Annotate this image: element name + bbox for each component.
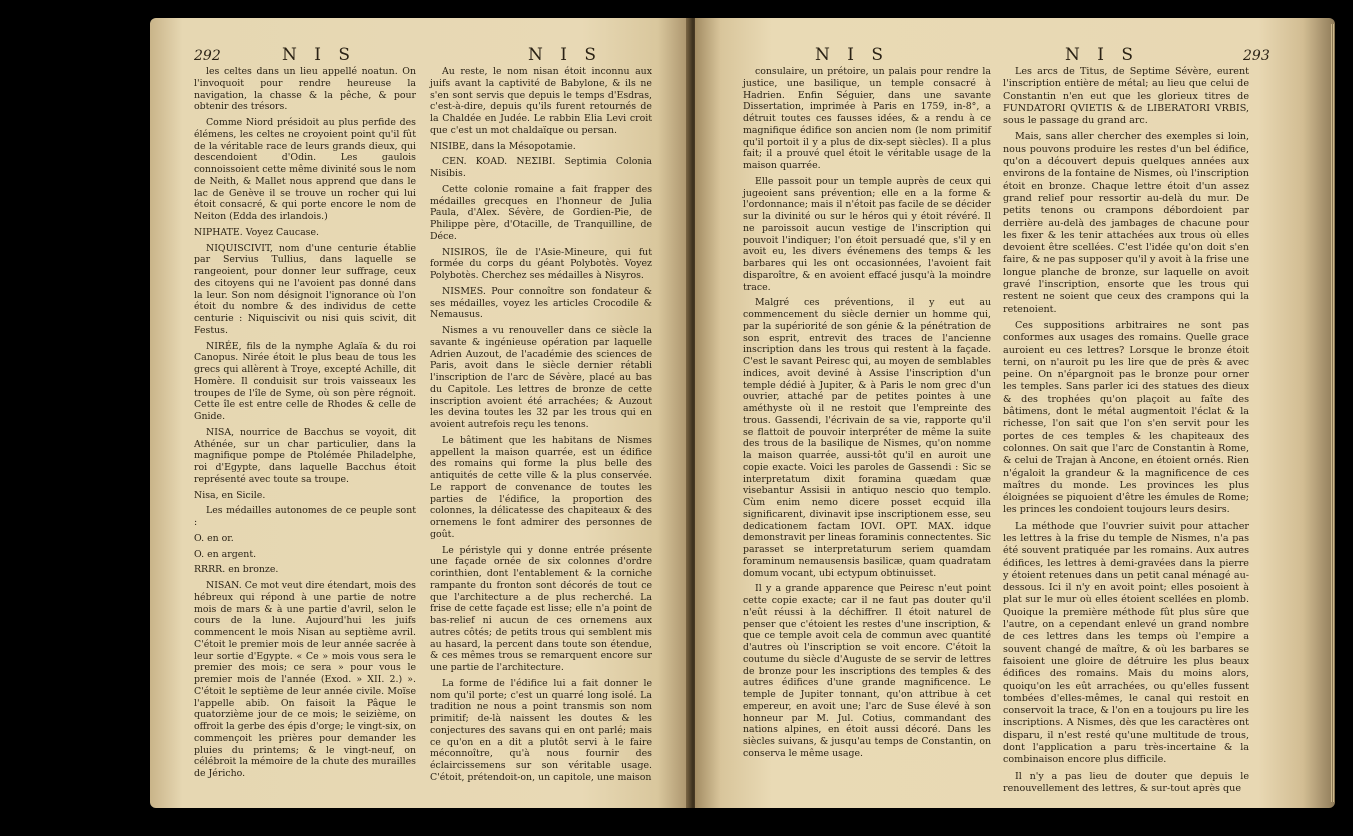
paragraph: O. en or. (194, 532, 234, 544)
paragraph: Ces suppositions arbitraires ne sont pas conformes aux usages des romains. Quelle grace auroient eu ces lettres? Lorsque le bronze étoit terni, on n'auroit pu les lire que de près & avec peine. On n'épargnoit pas le bronze pour orner les temples. Sans parler ici des statues des dieux & des trophées qu'on plaçoit au faîte des bâtimens, dont le métal augmentoit l'éclat & la richesse, l'on sait que l'on s'en servit pour les portes de ces temples & les chapiteaux des colonnes. On sait que l'arc de Constantin à Rome, & celui de Trajan à Ancone, en étoient ornés. Rien n'égaloit la grandeur & la magnificence de ces maîtres du monde. Les provinces les plus éloignées se piquoient d'être les émules de Rome; les princes les condoient toujours leurs desirs. (1003, 319, 1249, 516)
left-column-2 (430, 66, 652, 788)
paragraph: O. en argent. (194, 548, 257, 560)
paragraph: Le péristyle qui y donne entrée présente une façade ornée de six colonnes d'ordre corinthien, dont l'entablement & la corniche rampante du fronton sont décorés de tout ce que l'architecture a de plus recherché. La frise de cette façade est lisse; elle n'a point de bas-relief ni aucun de ces ornemens aux autres côtés; de petits trous qui semblent mis au hasard, la percent dans toute son étendue, & ces mêmes trous se remarquent encore sur une partie de l'architecture. (430, 544, 652, 673)
paragraph: Le bâtiment que les habitans de Nismes appellent la maison quarrée, est un édifice des romains qui forme la plus belle des antiquités de cette ville & la plus conservée. Le rapport de convenance de toutes les parties de l'édifice, la proportion des colonnes, la délicatesse des chapiteaux & des ornemens le font admirer des personnes de goût. (430, 434, 652, 540)
paragraph: NISAN. Ce mot veut dire étendart, mois des hébreux qui répond à une partie de notre mois de mars & à une partie d'avril, selon le cours de la lune. Aujourd'hui les juifs commencent le mois Nisan au septième avril. C'étoit le premier mois de leur année sacrée à leur sortie d'Egypte. « Ce » mois vous sera le premier des mois; ce sera » pour vous le premier mois de l'année (Exod. » XII. 2.) ». C'étoit le septième de leur année civile. Moïse l'appelle abib. On faisoit la Pâque le quatorzième jour de ce mois; le seizième, on offroit la gerbe des épis d'orge; le vingt-six, on commençoit les prières pour demander les pluies du printems; & le vingt-neuf, on célébroit la mémoire de la chute des murailles de Jéricho. (194, 580, 416, 779)
left-page (150, 18, 690, 808)
running-head-right-col1: N I S (815, 45, 890, 65)
paragraph: Au reste, le nom nisan étoit inconnu aux juifs avant la captivité de Babylone, & ils ne s'en sont servis que depuis le temps d'Esdras, c'est-à-dire, depuis qu'ils furent retournés de la Chaldée en Judée. Le rabbin Elia Levi croit que c'est un mot chaldaïque ou persan. (430, 66, 652, 136)
page-number-left: 292 (194, 48, 221, 64)
paragraph: consulaire, un prétoire, un palais pour rendre la justice, une basilique, un temple consacré à Hadrien. Enfin Séguier, dans une savante Dissertation, imprimée à Paris en 1759, in-8°, a détruit toutes ces fausses idées, & a rendu à ce magnifique édifice son ancien nom (le nom primitif qu'il portoit il y a plus de dix-sept siècles). Il a plus fait; il a prouvé quel étoit le véritable usage de la maison quarrée. (743, 66, 991, 171)
paragraph: Cette colonie romaine a fait frapper des médailles grecques en l'honneur de Julia Paula, d'Alex. Sévère, de Gordien-Pie, de Philippe père, d'Otacille, de Tranquilline, de Déce. (430, 183, 652, 242)
paragraph: NISMES. Pour connoître son fondateur & ses médailles, voyez les articles Crocodile & Nemausus. (430, 285, 652, 321)
running-head-left-col2: N I S (528, 45, 603, 65)
paragraph: NISIROS, île de l'Asie-Mineure, qui fut formée du corps du géant Polybotès. Voyez Polybotès. Cherchez ses médailles à Nisyros. (430, 246, 652, 281)
running-head-right-col2: N I S (1065, 45, 1140, 65)
paragraph: Malgré ces préventions, il y eut au commencement du siècle dernier un homme qui, par la supériorité de son génie & la pénétration de son esprit, entrevit des traces de l'ancienne inscription dans les trous qui restent à la façade. C'est le savant Peiresc qui, au moyen de semblables indices, avoit deviné à Assise l'inscription d'un temple dédié à Jupiter, & à Paris le nom grec d'un ouvrier, attaché par de petites pointes à une améthyste où il ne restoit que l'empreinte des trous. Gassendi, l'écrivain de sa vie, rapporte qu'il se flattoit de pouvoir interpréter de même la suite des trous de la basilique de Nismes, qu'on nomme la maison quarrée, aussi-tôt qu'il en auroit une copie exacte. Voici les paroles de Gassendi : Sic se interpretatum dixit foramina quædam quæ visebantur Assisii in antiquo nescio quo templo. Cùm enim nemo dicere posset ecquid illa significarent, divinavit ipse inscriptionem esse, seu dedicationem factam IOVI. OPT. MAX. idque demonstravit per lineas foraminis connectentes. Sic parasset se interpretaturum seriem quamdam foraminum nemausensis basilicæ, quam quadratam domum vocant, ubi ectypum obtinuisset. (743, 297, 991, 579)
page-edges (1331, 24, 1335, 802)
paragraph: les celtes dans un lieu appellé noatun. On l'invoquoit pour rendre heureuse la navigation, la chasse & la pêche, & pour obtenir des trésors. (194, 66, 416, 113)
paragraph: La forme de l'édifice lui a fait donner le nom qu'il porte; c'est un quarré long isolé. La tradition ne nous a point transmis son nom primitif; de-là naissent les doutes & les conjectures des savans qui en ont parlé; mais ce qu'on en a dit a plutôt servi à le faire méconnoître, qu'à nous fournir des éclaircissemens sur son véritable usage. C'étoit, prétendoit-on, un capitole, une maison (430, 677, 652, 783)
left-column-1 (194, 66, 416, 784)
paragraph: Les arcs de Titus, de Septime Sévère, eurent l'inscription entière de métal; au lieu que celui de Constantin n'en eut que les glorieux titres de FUNDATORI QVIETIS & de LIBERATORI VRBIS, sous le passage du grand arc. (1003, 66, 1249, 127)
paragraph: Les médailles autonomes de ce peuple sont : (194, 505, 416, 528)
running-head-left-col1: N I S (282, 45, 357, 65)
paragraph: La méthode que l'ouvrier suivit pour attacher les lettres à la frise du temple de Nismes, n'a pas été souvent pratiquée par les romains. Aux autres édifices, les lettres à demi-gravées dans la pierre y étoient retenues dans un petit canal ménagé au-dessous. Ici il n'y en avoit point; elles posoient à plat sur le mur où elles étoient scellées en plomb. Quoique la première méthode fût plus sûre que l'autre, on a cependant enlevé un grand nombre de ces lettres dans les temps où l'empire a souvent changé de maître, & où les barbares se faisoient une gloire de détruire les plus beaux édifices des romains. Mais du moins alors, quoiqu'on les eût arrachées, ou qu'elles fussent tombées d'elles-mêmes, le canal qui restoit en conservoit la trace, & l'on en a toujours pu lire les inscriptions. A Nismes, dès que les caractères ont disparu, il n'est resté qu'une multitude de trous, dont l'application a paru très-incertaine & la combinaison encore plus difficile. (1003, 520, 1249, 766)
paragraph: Mais, sans aller chercher des exemples si loin, nous pouvons produire les restes d'un bel édifice, qu'on a découvert depuis quelques années aux environs de la fontaine de Nismes, où l'inscription étoit en bronze. Chaque lettre étoit d'un assez grand relief pour ressortir au-delà du mur. De petits tenons ou crampons débordoient par derrière au-delà des jambages de chacune pour les fixer & les tenir attachées aux trous où elles devoient être scellées. C'est l'idée qu'on doit s'en faire, & ne pas supposer qu'il y avoit à la frise une longue planche de bronze, sur laquelle on avoit gravé l'inscription, ensorte que les trous qui restent ne soient que ceux des crampons qui la retenoient. (1003, 131, 1249, 315)
paragraph: NIQUISCIVIT, nom d'une centurie établie par Servius Tullius, dans laquelle se rangeoient, pour donner leur suffrage, ceux des citoyens qui ne l'avoient pas donné dans la leur. Son nom désignoit l'ignorance où l'on étoit du nombre & des individus de cette centurie : Niquiscivit ou nisi quis scivit, dit Festus. (194, 242, 416, 336)
open-book (150, 18, 1335, 808)
paragraph: NIRÉE, fils de la nymphe Aglaïa & du roi Canopus. Nirée étoit le plus beau de tous les grecs qui allèrent à Troye, excepté Achille, dit Homère. Il conduisit sur trois vaisseaux les troupes de l'île de Syme, où son père régnoit. Cette île est entre celle de Rhodes & celle de Gnide. (194, 340, 416, 422)
paragraph: NISIBE, dans la Mésopotamie. (430, 140, 576, 152)
right-page (695, 18, 1335, 808)
paragraph: Nismes a vu renouveller dans ce siècle la savante & ingénieuse opération par laquelle Adrien Auzout, de l'académie des sciences de Paris, avoit dans le siècle dernier rétabli l'inscription de l'arc de Sévère, placé au bas du Capitole. Les lettres de bronze de cette inscription avoient été arrachées; & Auzout les devina toutes les 32 par les trous qui en avoient autrefois reçu les tenons. (430, 325, 652, 430)
right-column-1 (743, 66, 991, 764)
paragraph: CEN. KOAD. ΝΕΣΙΒΙ. Septimia Colonia Nisibis. (430, 156, 652, 179)
paragraph: NIPHATE. Voyez Caucase. (194, 226, 319, 238)
paragraph: Il y a grande apparence que Peiresc n'eut point cette copie exacte; car il ne faut pas douter qu'il n'eût réussi à la déchiffrer. Il étoit naturel de penser que c'étoient les restes d'une inscription, & que ce temple avoit cela de commun avec quantité d'autres où l'inscription se voit encore. C'étoit la coutume du siècle d'Auguste de se servir de lettres de bronze pour les inscriptions des temples & des autres édifices d'une grande magnificence. Le temple de Jupiter tonnant, qu'on attribue à cet empereur, en avoit une; l'arc de Suse élevé à son honneur par M. Jul. Cotius, commandant des nations alpines, en étoit aussi décoré. Dans les siècles suivans, & jusqu'au temps de Constantin, on conserva le même usage. (743, 583, 991, 759)
right-column-2 (1003, 66, 1249, 799)
paragraph: Il n'y a pas lieu de douter que depuis le renouvellement des lettres, & sur-tout après que (1003, 770, 1249, 794)
paragraph: RRRR. en bronze. (194, 564, 279, 576)
page-number-right: 293 (1243, 48, 1270, 64)
paragraph: Elle passoit pour un temple auprès de ceux qui jugeoient sans prévention; elle en a la forme & l'ordonnance; mais il n'étoit pas facile de se décider sur la divinité ou sur le héros qui y étoit révéré. Il ne paroissoit aucun vestige de l'inscription qui pouvoit l'indiquer; l'on étoit persuadé que, s'il y en avoit eu, les divers événemens des temps & les barbares qui les ont occasionnées, l'avoient fait disparoître, & en avoient effacé jusqu'à la moindre trace. (743, 175, 991, 293)
paragraph: Nisa, en Sicile. (194, 489, 266, 501)
paragraph: NISA, nourrice de Bacchus se voyoit, dit Athénée, sur un char particulier, dans la magnifique pompe de Ptolémée Philadelphe, roi d'Egypte, dans laquelle Bacchus étoit représenté avec toute sa troupe. (194, 426, 416, 485)
paragraph: Comme Niord présidoit au plus perfide des élémens, les celtes ne croyoient point qu'il fût de la véritable race de leurs grands dieux, qui descendoient d'Odin. Les gaulois connoissoient cette même divinité sous le nom de Neith, & Mallet nous apprend que dans le lac de Genève il se trouve un rocher qui lui étoit consacré, & qui porte encore le nom de Neiton (Edda des irlandois.) (194, 117, 416, 222)
